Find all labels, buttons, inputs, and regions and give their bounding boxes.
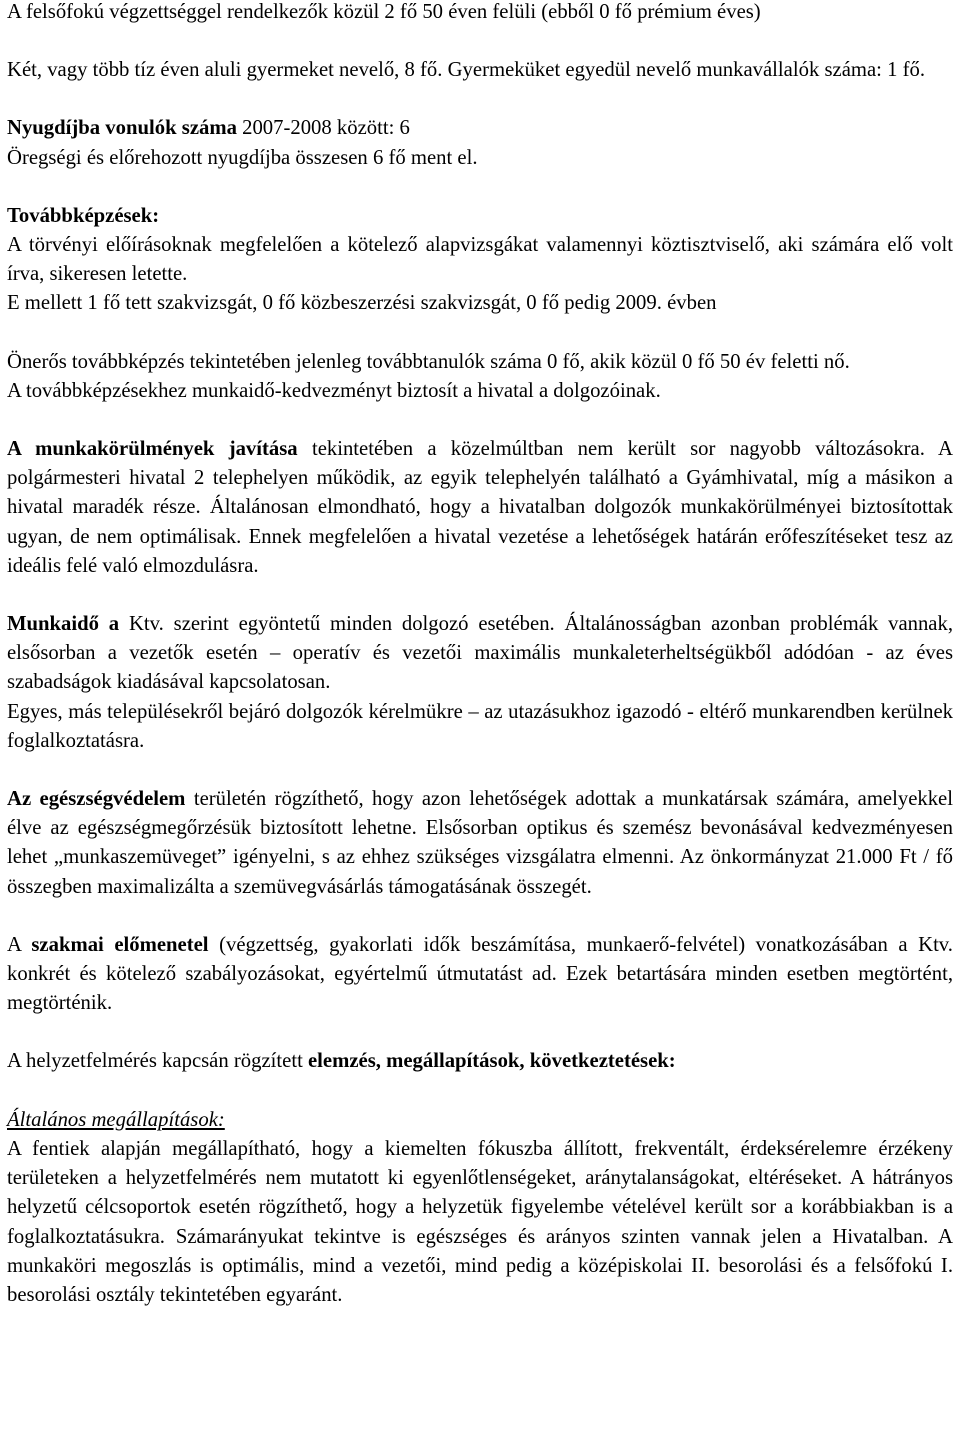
paragraph-general-findings: A fentiek alapján megállapítható, hogy a kiemelten fókuszba állított, frekventált, érdeksérelemre érzékeny területeken a helyzetfelmérés nem mutatott ki egyenlőtlenségeket, aránytalanságokat, eltéréseket. A hátrányos helyzetű célcsoportok esetén rögzíthető, hogy a helyzetük figyelembe vételével került sor a korábbiakban is a foglalkoztatásukra. Számarányukat tekintve is egészséges és arányos szinten vannak jelen a Hivatalban. A munkaköri megoszlás is optimális, mind a vezetői, mind pedig a középiskolai II. besorolási és a felsőfokú I. besorolási osztály tekintetében egyaránt. <box>7 1137 953 1306</box>
paragraph-health-protection <box>7 785 953 902</box>
heading-general-findings: Általános megállapítások: <box>7 1108 225 1131</box>
paragraph-pension: Öregségi és előrehozott nyugdíjba összesen 6 fő ment el. <box>7 146 478 169</box>
spacer <box>7 581 953 610</box>
analysis-intro-label: elemzés, megállapítások, következtetések: <box>308 1050 676 1073</box>
paragraph-senior-graduates: A felsőfokú végzettséggel rendelkezők közül 2 fő 50 éven felüli (ebből 0 fő prémium éves) <box>7 1 761 23</box>
paragraph-career-advancement <box>7 931 953 1019</box>
spacer <box>7 756 953 785</box>
spacer <box>7 1077 953 1106</box>
spacer <box>7 406 953 435</box>
career-advancement-text: (végzettség, gyakorlati idők beszámítása, munkaerő-felvétel) vonatkozásában a Ktv. konkrét és kötelező szabályozásokat, egyértelmű útmutatást ad. Ezek betartására minden esetben megtörtént, megtörténik. <box>7 933 953 1015</box>
paragraph-analysis-intro <box>7 1047 953 1076</box>
career-advancement-prefix: A <box>7 933 32 956</box>
working-time-label: Munkaidő a <box>7 613 120 636</box>
spacer <box>7 902 953 931</box>
career-advancement-label: szakmai előmenetel <box>31 933 209 956</box>
working-time-text: Ktv. szerint egyöntetű minden dolgozó esetében. Általánosságban azonban problémák vannak, elsősorban a vezetők esetén – operatív és vezetői maximális munkaleterheltségükből adódóan - az éves szabadságok kiadásával kapcsolatosan. <box>7 613 954 694</box>
health-protection-text: területén rögzíthető, hogy azon lehetőségek adottak a munkatársak számára, amelyekkel élve az egészségmegőrzésük biztosított lehetne. Elsősorban optikus és szemész bevonásával kedvezményesen lehet „munkaszemüveget” igényelni, s az ehhez szükséges vizsgálatra elmenni. Az önkormányzat 21.000 Ft / fő összegben maximalizálta a szemüvegvásárlás támogatásának összegét. <box>7 788 953 898</box>
working-conditions-label: A munkakörülmények javítása <box>7 438 298 461</box>
spacer <box>7 173 953 202</box>
retirees-text: 2007-2008 között: 6 <box>236 117 410 140</box>
working-conditions-text: tekintetében a közelmúltban nem került sor nagyobb változásokra. A polgármesteri hivatal 2 telephelyen működik, az egyik telephelyén található a Gyámhivatal, míg a másikon a hivatal maradék része. Általánosan elmondható, hogy a hivatalban dolgozók munkakörülményei biztosítottak ugyan, de nem optimálisak. Ennek megfelelően a hivatal vezetése a lehetőségek határán erőfeszítéseket tesz az ideális felé való elmozdulásra. <box>7 438 953 577</box>
spacer <box>7 85 953 114</box>
analysis-intro-prefix: A helyzetfelmérés kapcsán rögzített <box>7 1050 308 1073</box>
paragraph-basic-exams: A törvényi előírásoknak megfelelően a kötelező alapvizsgákat valamennyi köztisztviselő, aki számára elő volt írva, sikeresen letette. <box>7 234 953 286</box>
paragraph-working-conditions <box>7 435 953 581</box>
spacer <box>7 319 953 348</box>
heading-trainings: Továbbképzések: <box>7 204 160 227</box>
paragraph-training-allowance: A továbbképzésekhez munkaidő-kedvezményt biztosít a hivatal a dolgozóinak. <box>7 379 661 402</box>
spacer <box>7 27 953 56</box>
paragraph-self-funded-training: Önerős továbbképzés tekintetében jelenleg továbbtanulók száma 0 fő, akik közül 0 fő 50 év feletti nő. <box>7 350 850 373</box>
paragraph-commuters: Egyes, más településekről bejáró dolgozók kérelmükre – az utazásukhoz igazodó - eltérő munkarendben kerülnek foglalkoztatásra. <box>7 700 953 752</box>
paragraph-parents: Két, vagy több tíz éven aluli gyermeket nevelő, 8 fő. Gyermeküket egyedül nevelő munkavállalók száma: 1 fő. <box>7 59 925 82</box>
paragraph-working-time <box>7 610 953 698</box>
paragraph-retirees <box>7 114 953 143</box>
health-protection-label: Az egészségvédelem <box>7 788 186 811</box>
retirees-label: Nyugdíjba vonulók száma <box>7 117 237 140</box>
paragraph-special-exams: E mellett 1 fő tett szakvizsgát, 0 fő közbeszerzési szakvizsgát, 0 fő pedig 2009. évben <box>7 292 717 315</box>
spacer <box>7 1018 953 1047</box>
